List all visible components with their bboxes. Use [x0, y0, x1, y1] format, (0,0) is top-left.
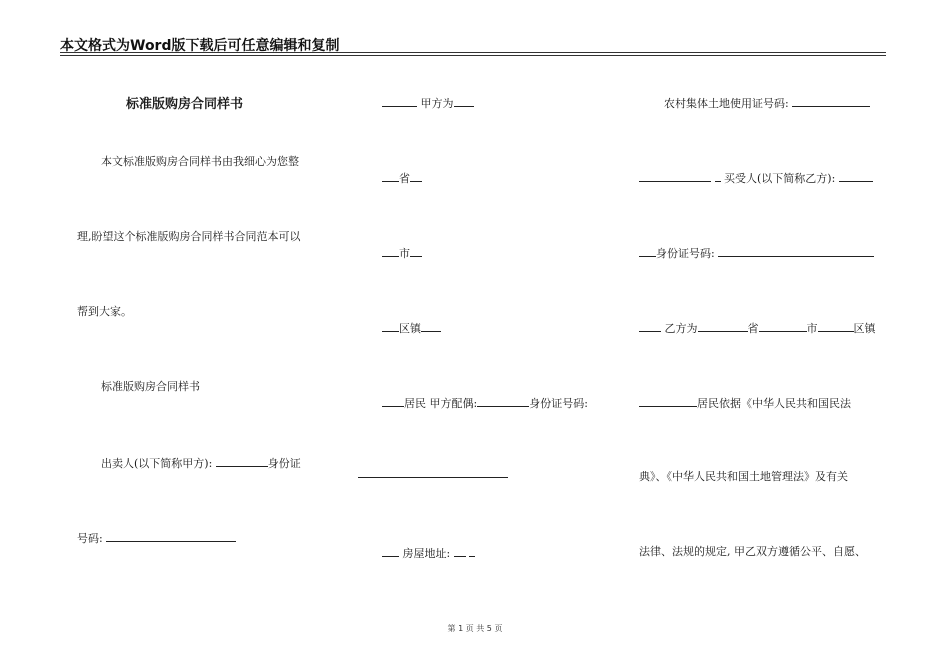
buyer-id-blank [718, 245, 874, 257]
law-line-2: 典》、《中华人民共和国土地管理法》及有关 [639, 470, 848, 483]
city-line [382, 245, 422, 261]
blank-b1 [639, 320, 661, 332]
blank-law-1 [639, 395, 697, 407]
blank-district-2 [421, 320, 441, 332]
document-banner: 本文格式为Word版下载后可任意编辑和复制 [60, 38, 340, 54]
blank-buyer-id-1 [639, 245, 656, 257]
blank-city-2 [410, 245, 422, 257]
buyer-id-line [639, 245, 874, 261]
spouse-line [382, 395, 588, 411]
buyer-label: 买受人(以下简称乙方): [720, 172, 839, 185]
address-label: 房屋地址: [399, 547, 454, 560]
blank-buyer-3 [839, 170, 873, 182]
seller-id-label: 身份证 [267, 457, 301, 470]
party-a-label: 甲方为 [417, 97, 454, 110]
blank-address-1 [382, 545, 399, 557]
blank-spouse-1 [382, 395, 404, 407]
document-title: 标准版购房合同样书 [126, 97, 244, 112]
blank-city-1 [382, 245, 399, 257]
party-b-district: 区镇 [853, 322, 876, 335]
seller-name-blank [216, 455, 268, 467]
party-b-province: 省 [747, 322, 759, 335]
spouse-label: 居民 甲方配偶: [404, 397, 478, 410]
blank-province-2 [410, 170, 422, 182]
blank-address-3 [469, 545, 475, 557]
intro-line-3: 帮到大家。 [77, 305, 132, 318]
buyer-id-label: 身份证号码: [656, 247, 719, 260]
blank-province-1 [382, 170, 399, 182]
subtitle-line: 标准版购房合同样书 [101, 380, 200, 393]
blank-buyer-1 [639, 170, 711, 182]
law-line-3: 法律、法规的规定, 甲乙双方遵循公平、自愿、 [639, 545, 866, 558]
province-line [382, 170, 422, 186]
land-cert-label: 农村集体土地使用证号码: [664, 97, 793, 110]
blank-spouse-2 [477, 395, 529, 407]
party-a-line [382, 95, 474, 111]
page-number: 第 1 页 共 5 页 [447, 624, 503, 633]
land-cert-line [664, 95, 870, 111]
header-rule-top [60, 52, 886, 53]
spouse-id-label: 身份证号码: [529, 397, 588, 410]
seller-line [101, 455, 301, 471]
header-rule-bottom [60, 55, 886, 56]
blank-district-1 [382, 320, 399, 332]
blank-b2 [698, 320, 748, 332]
seller-id-blank [106, 530, 236, 542]
buyer-line [639, 170, 873, 186]
blank-address-2 [454, 545, 466, 557]
intro-line-1: 本文标准版购房合同样书由我细心为您整 [101, 155, 299, 168]
province-label: 省 [399, 172, 410, 185]
city-label: 市 [399, 247, 410, 260]
party-b-city: 市 [806, 322, 818, 335]
blank-a2 [454, 95, 474, 107]
intro-line-2: 理,盼望这个标准版购房合同样书合同范本可以 [77, 230, 301, 243]
seller-id-line [77, 530, 236, 546]
party-b-label: 乙方为 [661, 322, 698, 335]
law-text-1: 居民依据《中华人民共和国民法 [697, 397, 851, 410]
law-line-1 [639, 395, 851, 411]
seller-id-number-label: 号码: [77, 532, 107, 545]
spouse-id-blank [358, 477, 508, 478]
party-b-line [639, 320, 876, 336]
seller-label: 出卖人(以下简称甲方): [101, 457, 216, 470]
address-line [382, 545, 475, 561]
blank-b4 [818, 320, 854, 332]
district-line [382, 320, 441, 336]
land-cert-blank [792, 95, 870, 107]
blank-a1 [382, 95, 417, 107]
district-label: 区镇 [399, 322, 421, 335]
blank-b3 [759, 320, 807, 332]
